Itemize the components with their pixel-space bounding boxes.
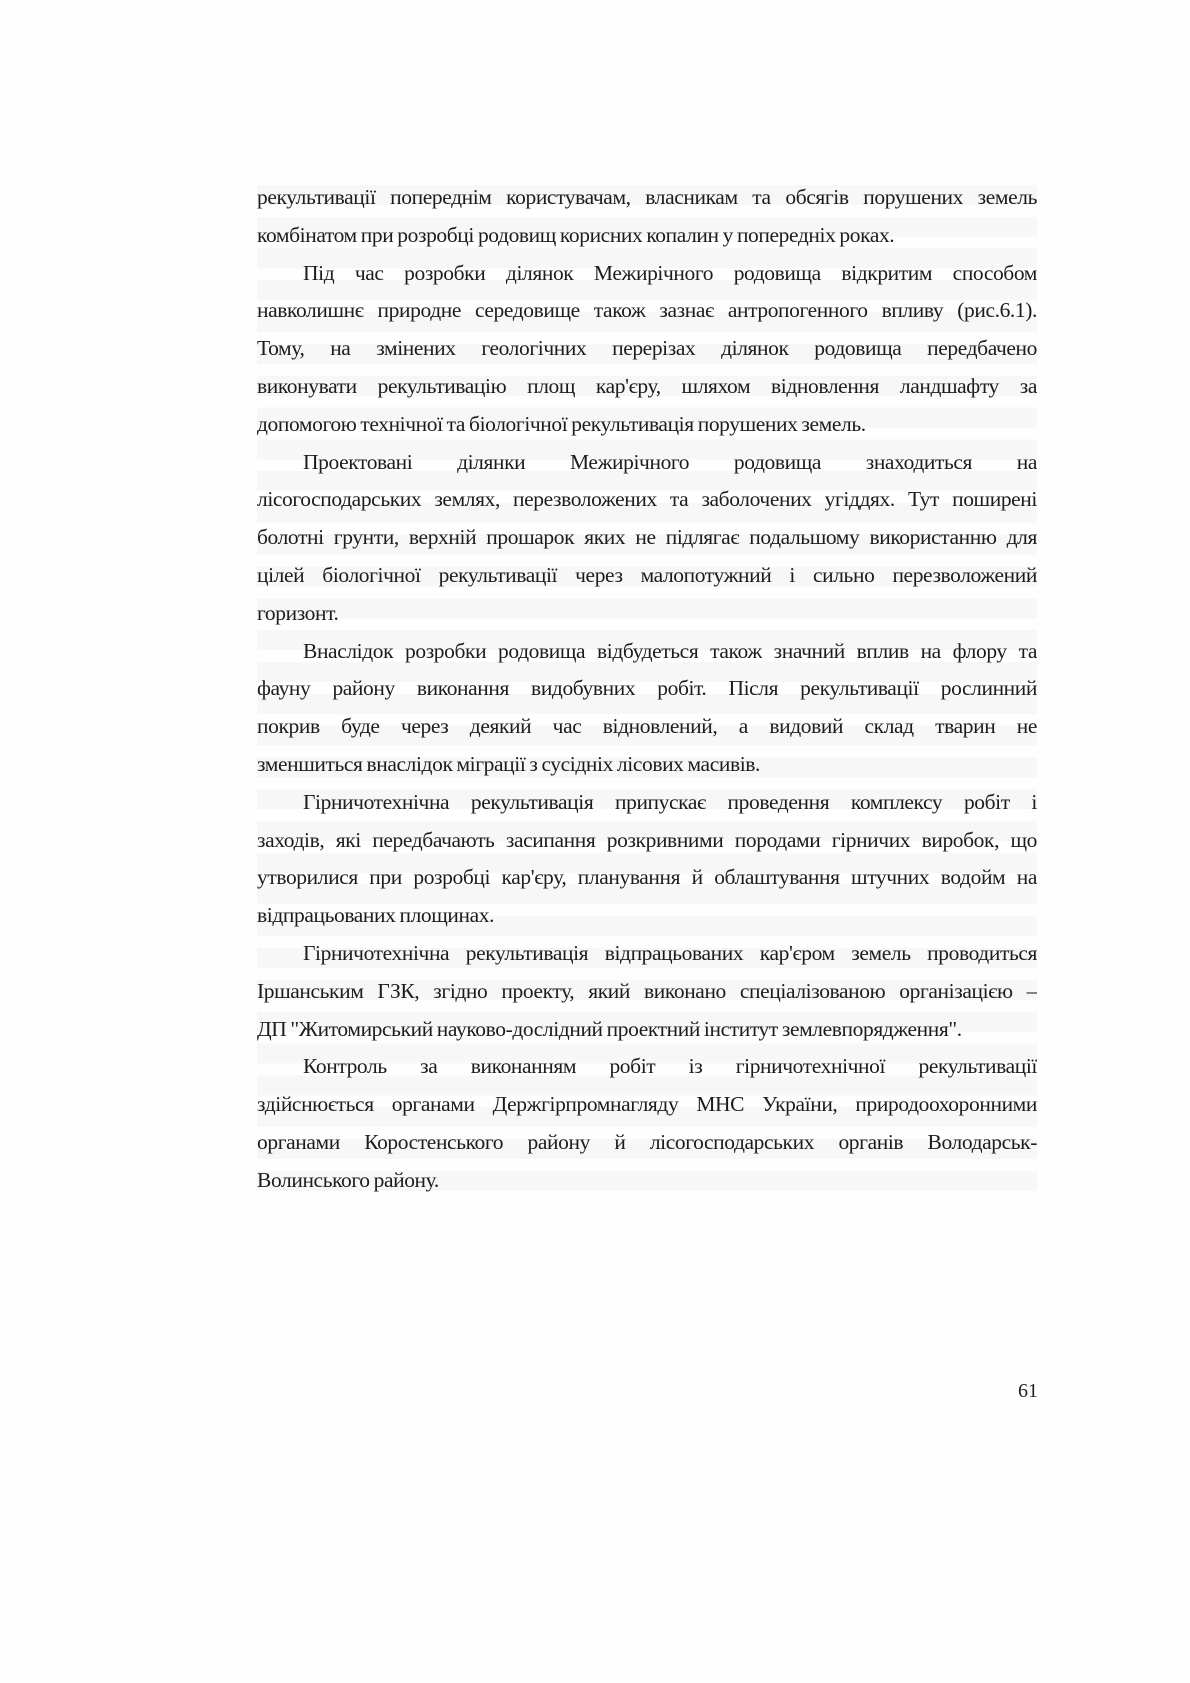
text-line: покрив буде через деякий час відновлений, а видовий склад тварин не — [257, 714, 1037, 739]
text-line: навколишнє природне середовище також зазнає антропогенного впливу (рис.6.1). — [257, 298, 1037, 323]
text-line: органами Коростенського району й лісогосподарських органів Володарськ- — [257, 1129, 1037, 1154]
text-line: Проектовані ділянки Межирічного родовища знаходиться на — [303, 449, 1037, 474]
text-line: Контроль за виконанням робіт із гірничотехнічної рекультивації — [303, 1054, 1037, 1079]
text-line: Внаслідок розробки родовища відбудеться також значний вплив на флору та — [303, 638, 1037, 663]
text-line: Під час розробки ділянок Межирічного родовища відкритим способом — [303, 260, 1037, 285]
page-number: 61 — [1018, 1380, 1038, 1402]
text-line: цілей біологічної рекультивації через малопотужний і сильно перезволожений — [257, 562, 1037, 587]
text-line: здійснюється органами Держгірпромнагляду МНС України, природоохоронними — [257, 1092, 1037, 1117]
text-line: горизонт. — [257, 600, 339, 625]
text-line: болотні грунти, верхній прошарок яких не підлягає подальшому використанню для — [257, 525, 1037, 550]
text-line: лісогосподарських землях, перезволожених та заболочених угіддях. Тут поширені — [257, 487, 1037, 512]
text-line: допомогою технічної та біологічної рекультивація порушених земель. — [257, 411, 866, 436]
text-block — [257, 179, 1037, 1200]
text-line: ДП "Житомирський науково-дослідний проектний інститут землевпорядження". — [257, 1016, 962, 1041]
text-line: зменшиться внаслідок міграції з сусідніх лісових масивів. — [257, 751, 760, 776]
text-line: Гірничотехнічна рекультивація відпрацьованих кар'єром земель проводиться — [303, 940, 1037, 965]
text-line: комбінатом при розробці родовищ корисних копалин у попередніх роках. — [257, 222, 895, 247]
text-line: Волинського району. — [257, 1167, 439, 1192]
text-line: відпрацьованих площинах. — [257, 903, 495, 928]
text-line: рекультивації попереднім користувачам, власникам та обсягів порушених земель — [257, 185, 1037, 209]
text-line: Гірничотехнічна рекультивація припускає проведення комплексу робіт і — [303, 789, 1037, 814]
text-line: Іршанським ГЗК, згідно проекту, який виконано спеціалізованою організацією – — [257, 978, 1037, 1003]
text-line: Тому, на змінених геологічних перерізах ділянок родовища передбачено — [257, 336, 1037, 361]
text-line: виконувати рекультивацію площ кар'єру, шляхом відновлення ландшафту за — [257, 373, 1037, 398]
text-line: заходів, які передбачають засипання розкривними породами гірничих виробок, що — [257, 827, 1037, 852]
text-line: фауну району виконання видобувних робіт. Після рекультивації рослинний — [257, 676, 1037, 701]
text-line: утворилися при розробці кар'єру, планування й облаштування штучних водойм на — [257, 865, 1037, 890]
